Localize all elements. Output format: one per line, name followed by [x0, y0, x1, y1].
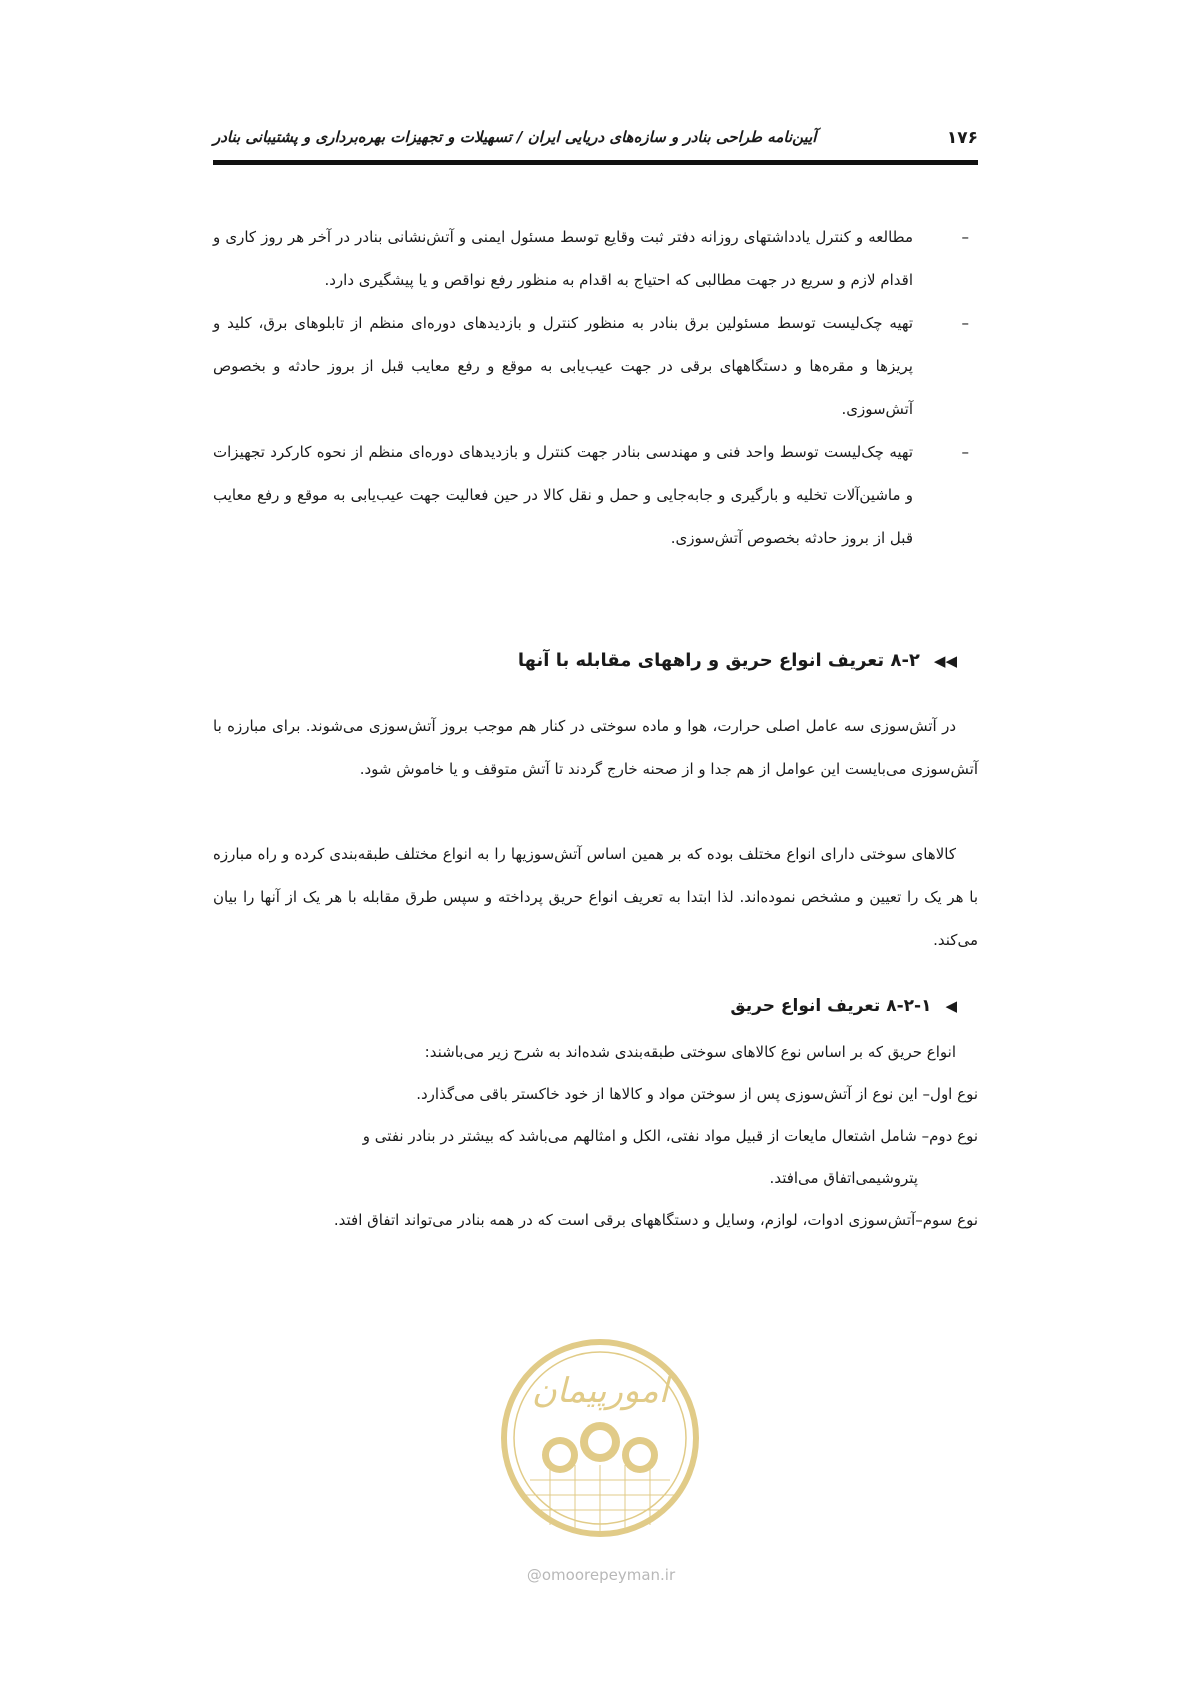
list-item	[213, 431, 969, 560]
list-item-text: مطالعه و کنترل یادداشتهای روزانه دفتر ثبت وقایع توسط مسئول ایمنی و آتش‌نشانی بنادر در آخر هر روز کاری و اقدام لازم و سریع در جهت مطالبی که احتیاج به اقدام به منظور رفع نواقص و یا پیشگیری دارد.	[213, 228, 913, 289]
dash-icon: –	[961, 228, 969, 246]
fire-type-2-continued: پتروشیمی‌اتفاق می‌افتد.	[769, 1169, 918, 1187]
subsection-heading	[730, 996, 957, 1016]
list-item	[213, 302, 969, 431]
list-item	[213, 216, 969, 302]
watermark-logo-text: امورپیمان	[531, 1371, 669, 1411]
paragraph: در آتش‌سوزی سه عامل اصلی حرارت، هوا و ماده سوختی در کنار هم موجب بروز آتش‌سوزی می‌شوند. برای مبارزه با آتش‌سوزی می‌بایست این عوامل از هم جدا و از صحنه خارج گردند تا آتش متوقف و یا خاموش شود.	[213, 717, 978, 778]
list-item-text: تهیه چک‌لیست توسط واحد فنی و مهندسی بنادر جهت کنترل و بازدیدهای دوره‌ای منظم از نحوه کارکرد تجهیزات و ماشین‌آلات تخلیه و بارگیری و جابه‌جایی و حمل و نقل کالا در حین فعالیت جهت عیب‌یابی به موقع و رفع معایب قبل از بروز حادثه بخصوص آتش‌سوزی.	[213, 443, 913, 547]
watermark-url: @omoorepeyman.ir	[526, 1566, 676, 1584]
double-arrow-icon: ◀◀	[933, 651, 957, 670]
dash-icon: –	[961, 443, 969, 461]
section-heading	[518, 650, 957, 671]
bullet-list	[213, 216, 969, 560]
running-title: آیین‌نامه طراحی بنادر و سازه‌های دریایی ایران / تسهیلات و تجهیزات بهره‌برداری و پشتیبانی بنادر	[213, 128, 817, 146]
fire-type-3: نوع سوم–آتش‌سوزی ادوات، لوازم، وسایل و دستگاههای برقی است که در همه بنادر می‌تواند اتفاق افتد.	[333, 1211, 978, 1229]
watermark-logo	[490, 1330, 710, 1560]
page-header	[213, 128, 978, 154]
arrow-icon: ◀	[945, 997, 957, 1015]
page-number: ۱۷۶	[946, 128, 978, 148]
header-rule	[213, 160, 978, 165]
list-item-text: تهیه چک‌لیست توسط مسئولین برق بنادر به منظور کنترل و بازدیدهای دوره‌ای منظم از تابلوهای برق، کلید و پریزها و مقره‌ها و دستگاههای برقی در جهت عیب‌یابی به موقع و رفع معایب قبل از بروز حادثه و بخصوص آتش‌سوزی.	[213, 314, 913, 418]
dash-icon: –	[961, 314, 969, 332]
subsection-title: ۸-۲-۱ تعریف انواع حریق	[730, 996, 932, 1016]
fire-type-2: نوع دوم– شامل اشتعال مایعات از قبیل مواد نفتی، الکل و امثالهم می‌باشد که بیشتر در بنادر نفتی و	[362, 1127, 978, 1145]
fire-type-1: نوع اول– این نوع از آتش‌سوزی پس از سوختن مواد و کالاها از خود خاکستر باقی می‌گذارد.	[416, 1085, 978, 1103]
intro-line: انواع حریق که بر اساس نوع کالاهای سوختی طبقه‌بندی شده‌اند به شرح زیر می‌باشند:	[424, 1043, 956, 1061]
paragraph: کالاهای سوختی دارای انواع مختلف بوده که بر همین اساس آتش‌سوزیها را به انواع مختلف طبقه‌بندی کرده و راه مبارزه با هر یک را تعیین و مشخص نموده‌اند. لذا ابتدا به تعریف انواع حریق پرداخته و سپس طرق مقابله با هر یک از آنها را بیان می‌کند.	[213, 845, 978, 949]
section-title: ۸-۲ تعریف انواع حریق و راههای مقابله با آنها	[517, 650, 920, 671]
